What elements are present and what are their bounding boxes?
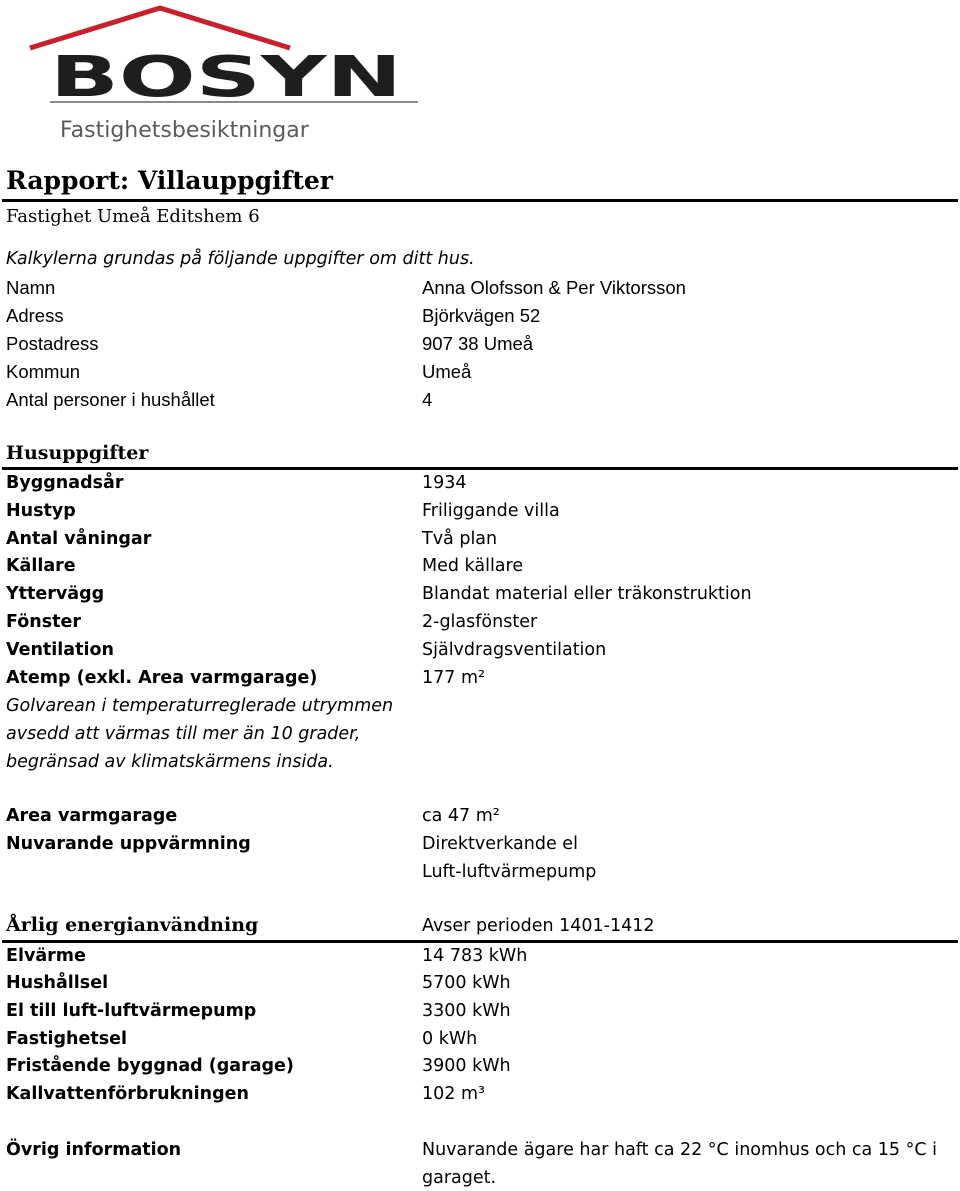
logo-wordmark: BOSYN bbox=[50, 45, 402, 110]
energy-divider bbox=[2, 940, 958, 943]
energy-value: 102 m³ bbox=[422, 1084, 486, 1104]
energy-value: 3300 kWh bbox=[422, 1001, 511, 1021]
energy-label: Fristående byggnad (garage) bbox=[6, 1056, 294, 1076]
garage-label: Area varmgarage bbox=[6, 806, 178, 826]
house-value: 2-glasfönster bbox=[422, 612, 538, 632]
garage-value: ca 47 m² bbox=[422, 806, 500, 826]
logo-tagline: Fastighetsbesiktningar bbox=[60, 118, 309, 143]
energy-period: Avser perioden 1401-1412 bbox=[422, 916, 655, 936]
house-label: Atemp (exkl. Area varmgarage) bbox=[6, 668, 318, 688]
energy-label: Hushållsel bbox=[6, 973, 109, 993]
energy-value: 3900 kWh bbox=[422, 1056, 511, 1076]
house-label: Yttervägg bbox=[6, 584, 105, 604]
energy-label: Elvärme bbox=[6, 946, 86, 966]
other-info-text: Nuvarande ägare har haft ca 22 °C inomhus och ca 15 °C i bbox=[422, 1140, 938, 1160]
title-divider bbox=[2, 199, 958, 202]
house-label: Fönster bbox=[6, 612, 82, 632]
owner-value: Björkvägen 52 bbox=[422, 305, 541, 326]
energy-value: 14 783 kWh bbox=[422, 946, 528, 966]
other-info-label: Övrig information bbox=[6, 1140, 182, 1160]
house-label: Byggnadsår bbox=[6, 473, 124, 493]
house-value: 1934 bbox=[422, 473, 467, 493]
property-subtitle: Fastighet Umeå Editshem 6 bbox=[6, 206, 260, 227]
owner-label: Kommun bbox=[6, 361, 81, 382]
owner-label: Adress bbox=[6, 305, 64, 326]
energy-label: Fastighetsel bbox=[6, 1029, 128, 1049]
house-value: Blandat material eller träkonstruktion bbox=[422, 584, 752, 604]
owner-value: 907 38 Umeå bbox=[422, 333, 534, 354]
atemp-note: begränsad av klimatskärmens insida. bbox=[6, 752, 334, 772]
energy-label: Kallvattenförbrukningen bbox=[6, 1084, 249, 1104]
heating-value: Luft-luftvärmepump bbox=[422, 862, 597, 882]
atemp-note: avsedd att värmas till mer än 10 grader, bbox=[6, 724, 361, 744]
owner-value: Umeå bbox=[422, 361, 472, 382]
house-label: Ventilation bbox=[6, 640, 114, 660]
house-value: Med källare bbox=[422, 556, 524, 576]
other-info-text: garaget. bbox=[422, 1168, 497, 1188]
intro-text: Kalkylerna grundas på följande uppgifter om ditt hus. bbox=[6, 249, 475, 269]
house-value: Två plan bbox=[422, 529, 498, 549]
page-title: Rapport: Villauppgifter bbox=[6, 166, 333, 195]
house-heading: Husuppgifter bbox=[6, 442, 149, 464]
house-label: Antal våningar bbox=[6, 529, 152, 549]
owner-value: 4 bbox=[422, 389, 433, 410]
house-value: 177 m² bbox=[422, 668, 486, 688]
energy-value: 5700 kWh bbox=[422, 973, 511, 993]
house-value: Självdragsventilation bbox=[422, 640, 607, 660]
energy-label: El till luft-luftvärmepump bbox=[6, 1001, 257, 1021]
heating-value: Direktverkande el bbox=[422, 834, 578, 854]
owner-label: Namn bbox=[6, 277, 56, 298]
house-value: Friliggande villa bbox=[422, 501, 560, 521]
owner-label: Postadress bbox=[6, 333, 99, 354]
heating-label: Nuvarande uppvärmning bbox=[6, 834, 251, 854]
energy-heading: Årlig energianvändning bbox=[6, 914, 259, 936]
atemp-note: Golvarean i temperaturreglerade utrymmen bbox=[6, 696, 394, 716]
owner-label: Antal personer i hushållet bbox=[6, 389, 215, 410]
house-divider bbox=[2, 467, 958, 470]
house-label: Hustyp bbox=[6, 501, 76, 521]
bosyn-logo bbox=[26, 4, 426, 154]
owner-value: Anna Olofsson & Per Viktorsson bbox=[422, 277, 686, 298]
house-label: Källare bbox=[6, 556, 76, 576]
energy-value: 0 kWh bbox=[422, 1029, 478, 1049]
